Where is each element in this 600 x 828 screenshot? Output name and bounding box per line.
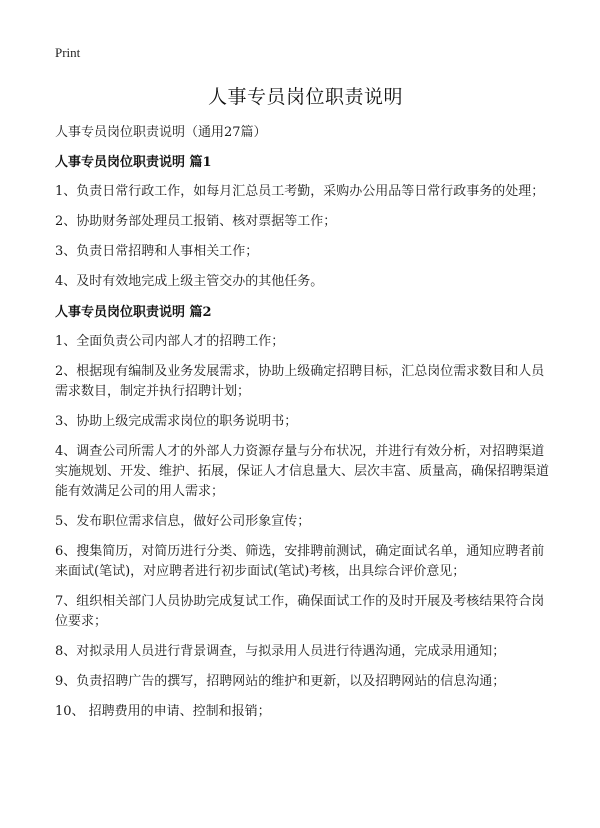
list-item: 2、协助财务部处理员工报销、核对票据等工作；: [55, 214, 337, 229]
section-heading: 人事专员岗位职责说明 篇1: [55, 155, 212, 170]
list-item: 10、 招聘费用的申请、控制和报销；: [55, 704, 271, 719]
list-item: 3、负责日常招聘和人事相关工作；: [55, 244, 259, 259]
section-1: [55, 154, 556, 292]
section-2: [55, 304, 556, 722]
list-item: 3、协助上级完成需求岗位的职务说明书；: [55, 414, 298, 429]
print-label: Print: [55, 45, 81, 60]
list-item: 9、负责招聘广告的撰写，招聘网站的维护和更新，以及招聘网站的信息沟通；: [55, 674, 506, 689]
page-title: 人事专员岗位职责说明: [207, 86, 403, 108]
list-item: 6、搜集简历，对简历进行分类、筛选，安排聘前测试，确定面试名单，通知应聘者前来面试(笔试)，对应聘者进行初步面试(笔试)考核，出具综合评价意见；: [55, 544, 545, 579]
list-item: 1、负责日常行政工作，如每月汇总员工考勤，采购办公用品等日常行政事务的处理；: [55, 184, 545, 199]
section-heading: 人事专员岗位职责说明 篇2: [55, 305, 212, 320]
list-item: 7、组织相关部门人员协助完成复试工作，确保面试工作的及时开展及考核结果符合岗位要求；: [55, 594, 545, 629]
list-item: 5、发布职位需求信息，做好公司形象宣传；: [55, 514, 311, 529]
list-item: 1、全面负责公司内部人才的招聘工作；: [55, 334, 285, 349]
list-item: 8、对拟录用人员进行背景调查，与拟录用人员进行待遇沟通，完成录用通知；: [55, 644, 506, 659]
list-item: 2、根据现有编制及业务发展需求，协助上级确定招聘目标，汇总岗位需求数目和人员需求数目，制定并执行招聘计划；: [55, 364, 545, 399]
list-item: 4、及时有效地完成上级主管交办的其他任务。: [55, 274, 324, 289]
document-subtitle: 人事专员岗位职责说明（通用27篇）: [55, 125, 267, 140]
list-item: 4、调查公司所需人才的外部人力资源存量与分布状况，并进行有效分析，对招聘渠道实施规划、开发、维护、拓展，保证人才信息量大、层次丰富、质量高，确保招聘渠道能有效满足公司的用人需求；: [55, 444, 550, 499]
